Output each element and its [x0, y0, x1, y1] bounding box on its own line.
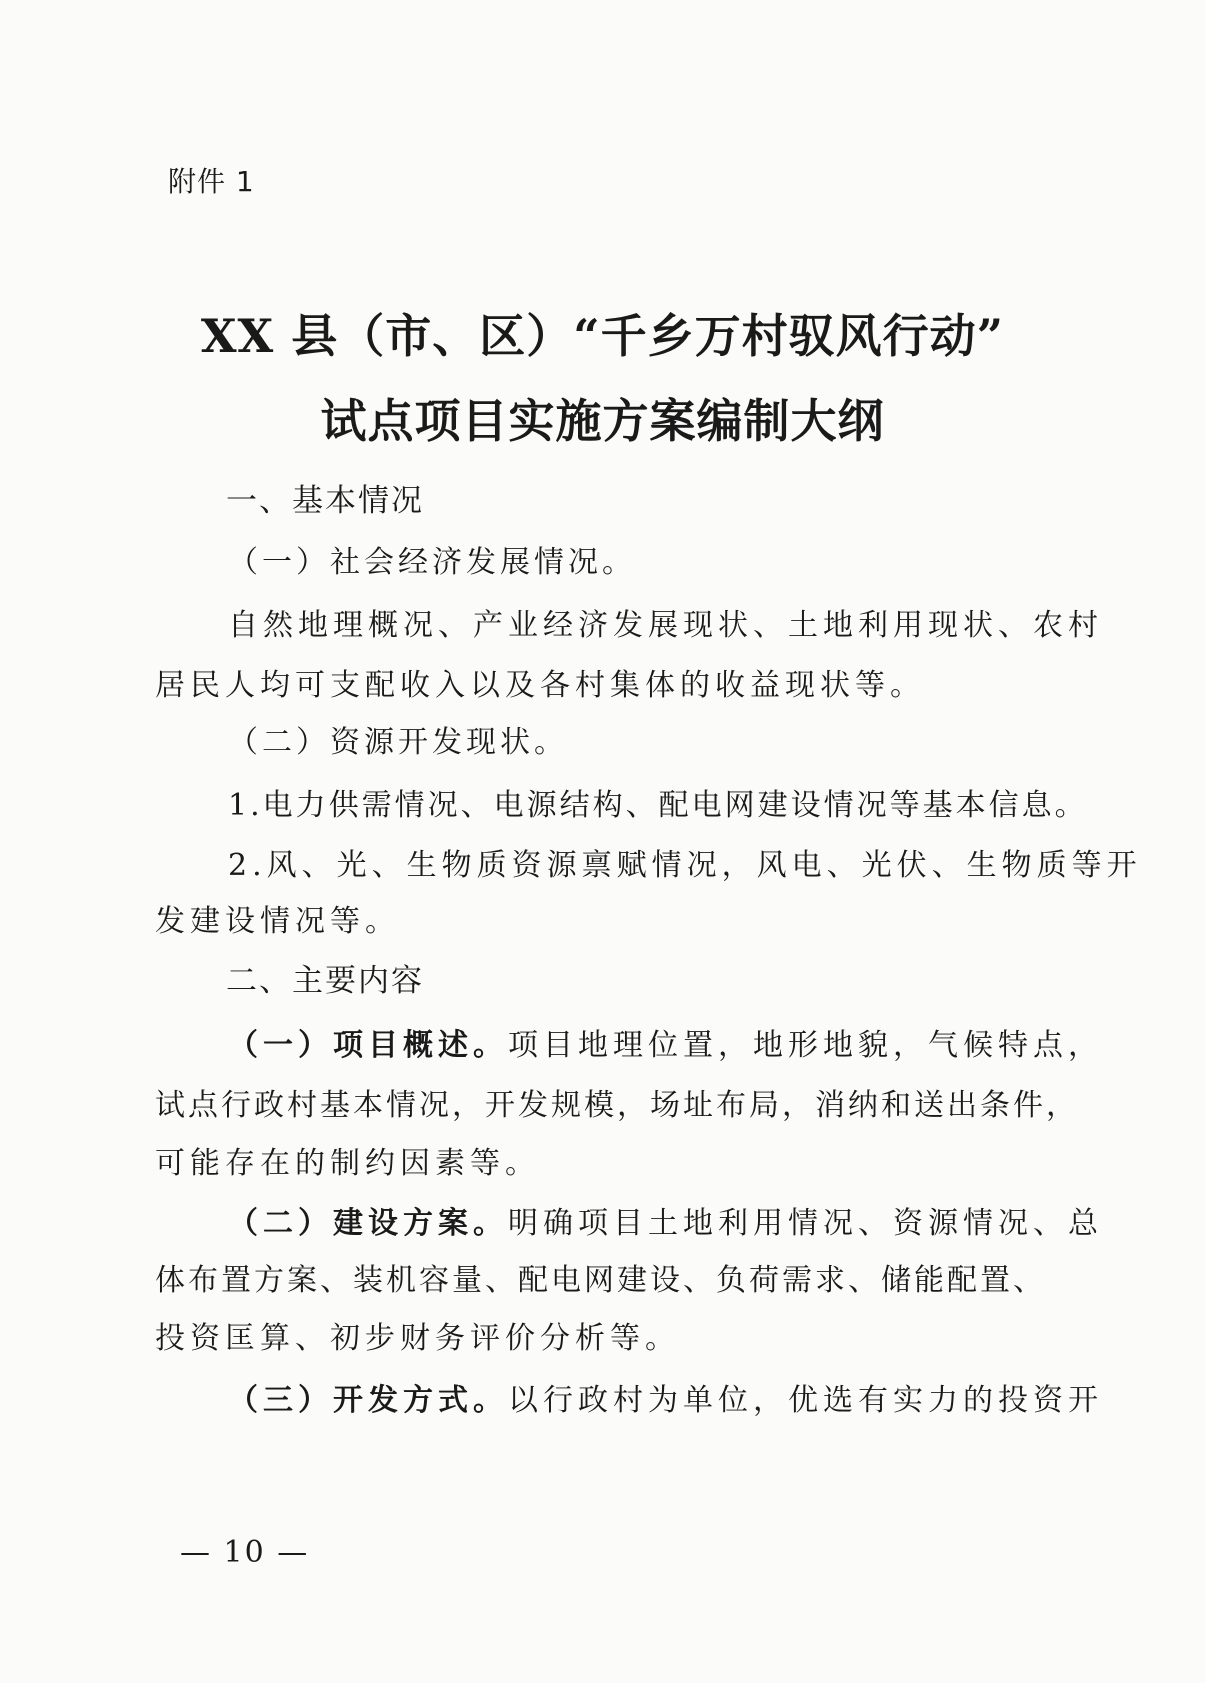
section-1-sub-2-item-1: 1.电力供需情况、电源结构、配电网建设情况等基本信息。 — [228, 788, 1088, 823]
section-2-paragraph-2-lead: （二）建设方案。 — [228, 1206, 508, 1241]
section-1-sub-2-item-2-line-2: 发建设情况等。 — [155, 904, 400, 939]
page-number: — 10 — — [180, 1535, 310, 1570]
section-2-paragraph-1-lead: （一）项目概述。 — [228, 1028, 508, 1063]
section-2-paragraph-2-line-1 — [228, 1198, 1138, 1242]
section-2-paragraph-2-line-1-text: 明确项目土地利用情况、资源情况、总 — [508, 1206, 1103, 1241]
section-1-heading: 一、基本情况 — [226, 483, 424, 519]
section-2-paragraph-2-line-3: 投资匡算、初步财务评价分析等。 — [155, 1321, 680, 1356]
section-2-paragraph-3-line-1 — [228, 1375, 1138, 1419]
document-title-line-1: XX 县（市、区）“千乡万村驭风行动” — [200, 309, 1005, 363]
section-2-heading: 二、主要内容 — [226, 963, 424, 999]
document-title-line-2: 试点项目实施方案编制大纲 — [320, 394, 885, 448]
section-1-sub-1-heading: （一）社会经济发展情况。 — [228, 545, 636, 580]
section-2-paragraph-2-line-2: 体布置方案、装机容量、配电网建设、负荷需求、储能配置、 — [155, 1263, 1046, 1298]
attachment-label: 附件 1 — [168, 165, 255, 198]
section-1-sub-1-line-1: 自然地理概况、产业经济发展现状、土地利用现状、农村 — [228, 608, 1103, 643]
section-2-paragraph-3-line-1-text: 以行政村为单位，优选有实力的投资开 — [508, 1383, 1103, 1418]
section-1-sub-2-heading: （二）资源开发现状。 — [228, 725, 568, 760]
section-2-paragraph-1-line-1-text: 项目地理位置，地形地貌，气候特点， — [508, 1028, 1103, 1063]
section-1-sub-2-item-2-line-1: 2.风、光、生物质资源禀赋情况，风电、光伏、生物质等开 — [228, 848, 1142, 883]
section-2-paragraph-1-line-3: 可能存在的制约因素等。 — [155, 1146, 540, 1181]
section-1-sub-1-line-2: 居民人均可支配收入以及各村集体的收益现状等。 — [155, 668, 925, 703]
section-2-paragraph-3-lead: （三）开发方式。 — [228, 1383, 508, 1418]
section-2-paragraph-1-line-2: 试点行政村基本情况，开发规模，场址布局，消纳和送出条件， — [155, 1088, 1079, 1123]
section-2-paragraph-1-line-1 — [228, 1020, 1138, 1064]
